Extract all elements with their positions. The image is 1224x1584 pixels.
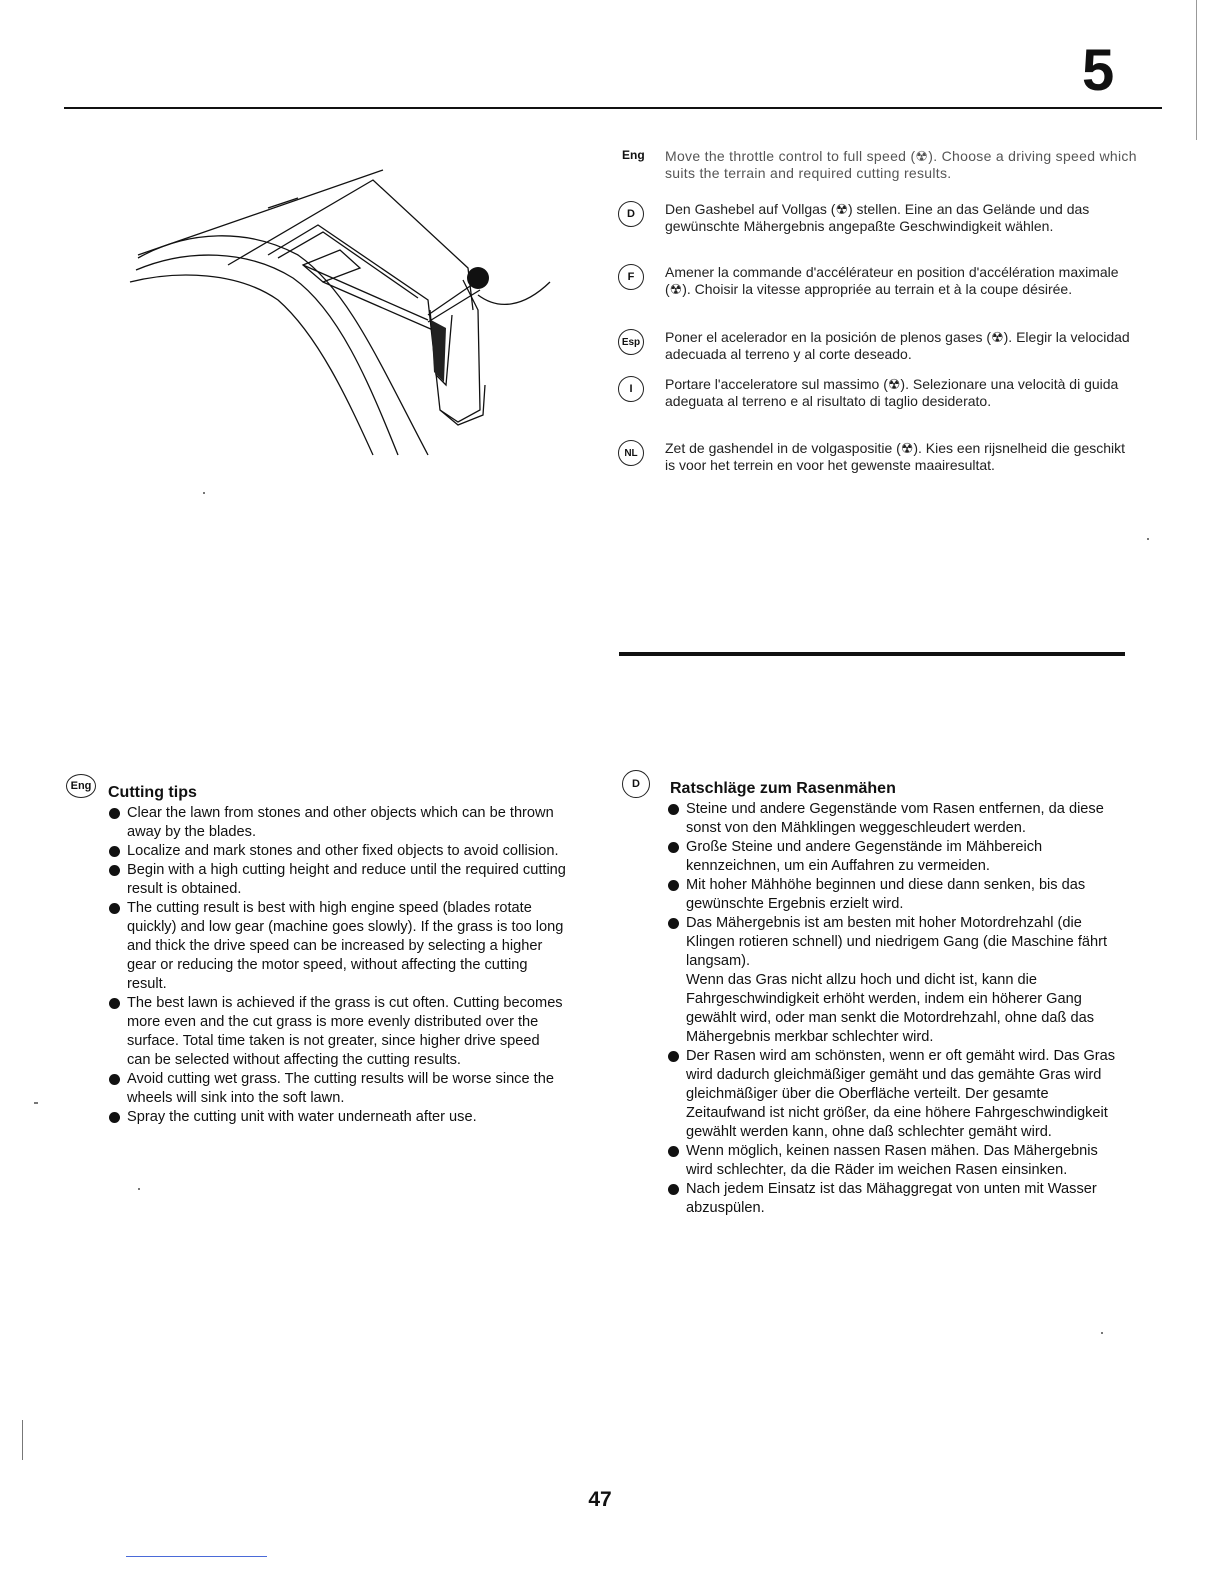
cutting-tips-en [66,770,566,1127]
lang-fr-icon: F [618,264,644,290]
list-item: Wenn möglich, keinen nassen Rasen mähen. Das Mähergebnis wird schlechter, da die Räder im weichen Rasen einsinken. [668,1142,1127,1180]
lang-eng-icon: Eng [622,148,645,162]
lang-nl-icon: NL [618,440,644,466]
instruction-text: Move the throttle control to full speed (☢). Choose a driving speed which suits the terrain and required cutting results. [665,148,1137,181]
instruction-fr [618,264,1138,297]
section-rule [619,652,1125,656]
lang-de-icon: D [622,770,650,798]
instruction-eng [618,148,1138,181]
instruction-text: Den Gashebel auf Vollgas (☢) stellen. Eine an das Gelände und das gewünschte Mähergebnis angepaßte Geschwindigkeit wählen. [665,201,1090,234]
lang-it-icon: I [618,376,644,402]
list-item: The cutting result is best with high engine speed (blades rotate quickly) and low gear (machine goes slowly). If the grass is too long and thick the drive speed can be increased by selecting a higher gear or reducing the motor speed, without affecting the cutting result. [109,899,566,994]
bullet-icon [109,998,120,1009]
bullet-icon [109,808,120,819]
bullet-icon [668,842,679,853]
bullet-icon [668,1146,679,1157]
list-item: Steine und andere Gegenstände vom Rasen entfernen, da diese sonst von den Mähklingen weggeschleudert werden. [668,800,1127,838]
throttle-lever-illustration [128,160,558,460]
cutting-tips-de [622,770,1127,1218]
scan-speck [22,1420,23,1460]
page-number: 47 [588,1488,612,1511]
scan-speck [1101,1332,1103,1334]
bullet-icon [109,846,120,857]
list-item: Clear the lawn from stones and other objects which can be thrown away by the blades. [109,804,566,842]
scan-speck [203,492,205,494]
instruction-de [618,201,1138,234]
page-edge-line [1196,0,1197,140]
scan-speck [1147,538,1149,540]
scan-speck [34,1102,38,1104]
list-item: The best lawn is achieved if the grass is cut often. Cutting becomes more even and the cut grass is more evenly distributed over the surface. Total time taken is not greater, since higher drive speed can be selected without affecting the cutting results. [109,994,566,1070]
lang-es-icon: Esp [618,329,644,355]
list-item: Localize and mark stones and other fixed objects to avoid collision. [109,842,566,861]
tips-list [668,800,1127,1218]
chapter-number: 5 [1082,38,1115,103]
instruction-it [618,376,1138,409]
bullet-icon [668,880,679,891]
lang-eng-icon: Eng [66,774,96,798]
list-item: Avoid cutting wet grass. The cutting results will be worse since the wheels will sink into the soft lawn. [109,1070,566,1108]
section-title: Cutting tips [108,784,197,801]
section-title: Ratschläge zum Rasenmähen [670,780,896,797]
header-rule [64,107,1162,109]
tips-list [109,804,566,1127]
instruction-text: Portare l'acceleratore sul massimo (☢). Selezionare una velocità di guida adeguata al terreno e al risultato di taglio desiderato. [665,376,1119,409]
bullet-icon [109,1074,120,1085]
list-item: Das Mähergebnis ist am besten mit hoher Motordrehzahl (die Klingen rotieren schnell) und niedrigem Gang (die Maschine fährt langsam). Wenn das Gras nicht allzu hoch und dicht ist, kann die Fahrgeschwindigkeit erhöht werden, indem ein höherer Gang gewählt wird, oder man senkt die Motordrehzahl, ohne daß das Mähergebnis merkbar schlechter wird. [668,914,1127,1047]
list-item: Nach jedem Einsatz ist das Mähaggregat von unten mit Wasser abzuspülen. [668,1180,1127,1218]
list-item: Mit hoher Mähhöhe beginnen und diese dann senken, bis das gewünschte Ergebnis erzielt wird. [668,876,1127,914]
instruction-nl [618,440,1138,473]
bullet-icon [109,903,120,914]
bullet-icon [668,1184,679,1195]
instruction-es [618,329,1138,362]
bullet-icon [668,1051,679,1062]
bullet-icon [109,865,120,876]
list-item: Große Steine und andere Gegenstände im Mähbereich kennzeichnen, um ein Auffahren zu vermeiden. [668,838,1127,876]
list-item: Begin with a high cutting height and reduce until the required cutting result is obtained. [109,861,566,899]
bullet-icon [109,1112,120,1123]
instruction-text: Amener la commande d'accélérateur en position d'accélération maximale (☢). Choisir la vitesse appropriée au terrain et à la coupe désirée. [665,264,1119,297]
bullet-icon [668,804,679,815]
list-item: Spray the cutting unit with water underneath after use. [109,1108,566,1127]
scan-speck [138,1188,140,1190]
footer-line [126,1556,267,1557]
instruction-text: Poner el acelerador en la posición de plenos gases (☢). Elegir la velocidad adecuada al terreno y al corte deseado. [665,329,1130,362]
instruction-text: Zet de gashendel in de volgaspositie (☢). Kies een rijsnelheid die geschikt is voor het terrein en voor het gewenste maairesultat. [665,440,1126,473]
lang-de-icon: D [618,201,644,227]
list-item: Der Rasen wird am schönsten, wenn er oft gemäht wird. Das Gras wird dadurch gleichmäßiger gemäht und das gemähte Gras wird gleichmäßiger über die Oberfläche verteilt. Der gesamte Zeitaufwand ist nicht größer, da eine höhere Fahrgeschwindigkeit gewählt werden kann, ohne daß schlechter gemäht wird. [668,1047,1127,1142]
bullet-icon [668,918,679,929]
